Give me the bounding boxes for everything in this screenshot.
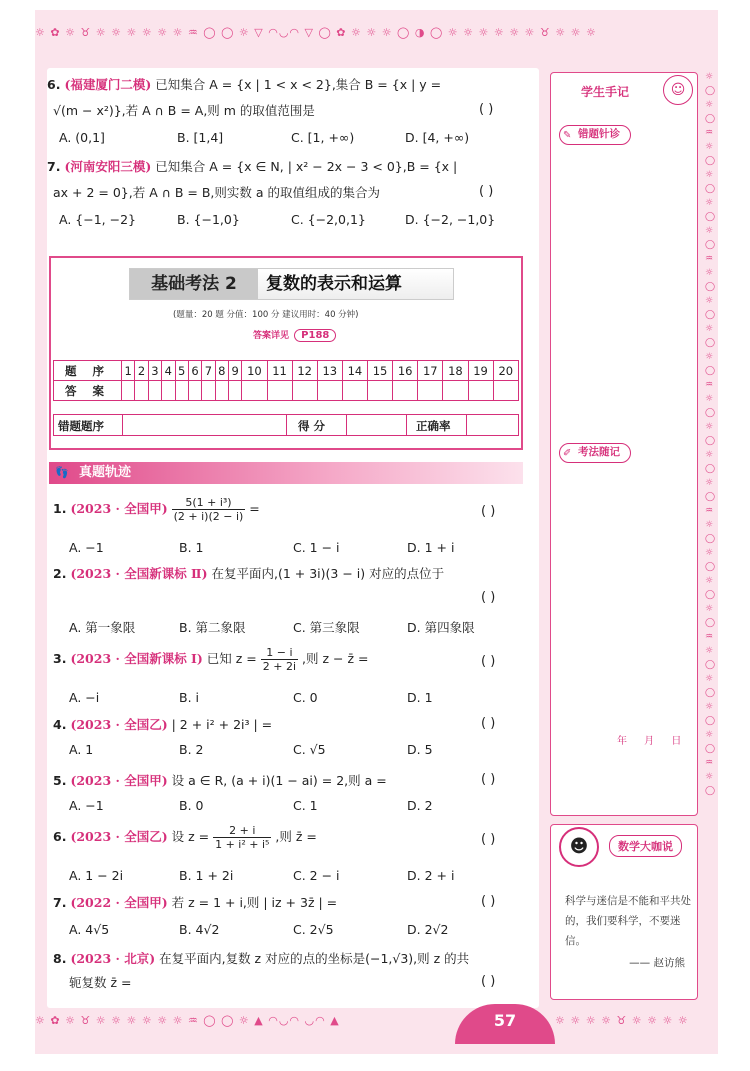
answer-cell[interactable] (493, 381, 518, 401)
question-text: ,则 z̄ = (275, 829, 317, 844)
question-number: 5. (53, 773, 67, 788)
option-c: C. [1, +∞) (291, 130, 355, 145)
answer-cell[interactable] (468, 381, 493, 401)
grid-num: 6 (188, 361, 201, 381)
answer-cell[interactable] (443, 381, 468, 401)
option-c: C. 1 (293, 798, 318, 813)
grid-head-answer: 答 案 (54, 381, 122, 401)
option-a: A. 1 (69, 742, 94, 757)
answer-cell[interactable] (342, 381, 367, 401)
option-c: C. {−2,0,1} (291, 212, 366, 227)
question-7 (53, 894, 337, 912)
question-number: 7. (47, 159, 61, 174)
answer-cell[interactable] (175, 381, 188, 401)
question-source: (2022 · 全国甲) (70, 895, 168, 910)
answer-cell[interactable] (135, 381, 148, 401)
grid-num: 10 (242, 361, 267, 381)
answer-cell[interactable] (368, 381, 393, 401)
section-title: 复数的表示和运算 (266, 274, 402, 294)
option-b: B. {−1,0} (177, 212, 240, 227)
bottom-decoration-border-right: ☼ ☼ ☼ ☼ ♉ ☼ ☼ ☼ ☼ (555, 1014, 689, 1027)
answer-cell[interactable] (267, 381, 292, 401)
footprints-icon: 👣 (55, 466, 69, 479)
scientist-portrait-icon: ☻ (559, 827, 599, 867)
question-7a-line2: ax + 2 = 0},若 A ∩ B = B,则实数 a 的取值组成的集合为 (53, 185, 381, 200)
fraction (172, 496, 246, 523)
answer-cell[interactable] (317, 381, 342, 401)
option-b: B. [1,4] (177, 130, 224, 145)
question-text: 设 a ∈ R, (a + i)(1 − ai) = 2,则 a = (171, 773, 387, 788)
question-text: 已知集合 A = {x ∈ N, | x² − 2x − 3 < 0},B = {x | (155, 159, 458, 174)
fraction-numerator: 1 − i (261, 646, 298, 660)
fraction (213, 824, 271, 851)
top-decoration-border: ☼ ✿ ☼ ♉ ☼ ☼ ☼ ☼ ☼ ☼ ♒ ◯ ◯ ☼ ▽ ◠◡◠ ▽ ◯ ✿ ☼ ☼ ☼ ◯ ◑ ◯ ☼ ☼ ☼ ☼ ☼ ☼ ♉ ☼ ☼ ☼ (35, 26, 597, 39)
option-d: D. 第四象限 (407, 620, 475, 635)
grid-head-order: 题 序 (54, 361, 122, 381)
question-number: 1. (53, 501, 67, 516)
grid-num: 8 (215, 361, 228, 381)
answer-paren: ( ) (481, 772, 496, 787)
question-number: 2. (53, 566, 67, 581)
grid-row-numbers (54, 361, 519, 381)
answer-paren: ( ) (481, 716, 496, 731)
option-d: D. 2√2 (407, 922, 449, 937)
grid-num: 2 (135, 361, 148, 381)
page (35, 10, 718, 1054)
option-b: B. 第二象限 (179, 620, 246, 635)
math-master-quote-panel (550, 824, 698, 1000)
fraction-denominator: 2 + 2i (262, 660, 297, 673)
grid-num: 4 (162, 361, 175, 381)
question-2 (53, 565, 444, 583)
question-source: (福建厦门二模) (64, 77, 152, 92)
quote-title: 数学大咖说 (609, 835, 682, 857)
option-b: B. 1 + 2i (179, 868, 234, 883)
grid-num: 15 (368, 361, 393, 381)
section-title-band (129, 268, 454, 300)
grid-num: 16 (393, 361, 418, 381)
question-number: 7. (53, 895, 67, 910)
option-d: D. {−2, −1,0} (405, 212, 496, 227)
question-text: 在复平面内,复数 z 对应的点的坐标是(−1,√3),则 z 的共 (159, 951, 470, 966)
grid-num: 18 (443, 361, 468, 381)
real-exam-track-bar (49, 462, 523, 484)
option-a: A. 第一象限 (69, 620, 136, 635)
option-c: C. 0 (293, 690, 318, 705)
question-text: 已知 z = (206, 651, 261, 666)
grid-num: 9 (229, 361, 242, 381)
question-source: (河南安阳三模) (64, 159, 152, 174)
student-notes-panel (550, 72, 698, 816)
question-number: 6. (53, 829, 67, 844)
question-1 (53, 496, 260, 523)
fraction-denominator: (2 + i)(2 − i) (173, 510, 244, 523)
question-source: (2023 · 全国甲) (70, 501, 168, 516)
question-number: 8. (53, 951, 67, 966)
question-number: 6. (47, 77, 61, 92)
answer-reference (253, 328, 336, 342)
grid-num: 7 (202, 361, 215, 381)
option-a: A. −i (69, 690, 100, 705)
option-b: B. 4√2 (179, 922, 220, 937)
section-label: 基础考法 2 (130, 269, 258, 299)
question-number: 3. (53, 651, 67, 666)
option-d: D. 5 (407, 742, 433, 757)
answer-paren: ( ) (481, 504, 496, 519)
answer-paren: ( ) (479, 184, 494, 199)
question-6a-line2: √(m − x²)},若 A ∩ B = A,则 m 的取值范围是 (53, 103, 315, 118)
divider (346, 415, 347, 435)
option-c: C. 第三象限 (293, 620, 360, 635)
answer-page-badge: P188 (294, 329, 336, 342)
bottom-decoration-border: ☼ ✿ ☼ ♉ ☼ ☼ ☼ ☼ ☼ ☼ ♒ ◯ ◯ ☼ ▲ ◠◡◠ ◡◠ ▲ (35, 1014, 340, 1027)
side-decoration-border: ☼◯☼◯♒☼◯☼◯☼◯☼◯♒☼◯☼◯☼◯☼◯♒☼◯☼◯☼◯☼◯♒☼◯☼◯☼◯☼◯♒☼◯☼◯☼◯☼◯♒☼◯ (705, 72, 715, 796)
option-a: A. (0,1] (59, 130, 105, 145)
divider (406, 415, 407, 435)
fraction-numerator: 2 + i (213, 824, 271, 838)
wrong-diagnosis-tag (559, 125, 631, 145)
question-8-line2: 轭复数 z̄ = (69, 975, 132, 990)
answer-cell[interactable] (162, 381, 175, 401)
page-number: 57 (455, 1004, 555, 1044)
grid-num: 1 (122, 361, 135, 381)
answer-cell[interactable] (202, 381, 215, 401)
option-b: B. 2 (179, 742, 204, 757)
option-a: A. 1 − 2i (69, 868, 124, 883)
answer-cell[interactable] (418, 381, 443, 401)
grid-num: 17 (418, 361, 443, 381)
option-a: A. −1 (69, 540, 104, 555)
pencil-icon: ✐ (563, 448, 572, 459)
section-meta: (题量：20 题 分值：100 分 建议用时：40 分钟) (173, 310, 359, 320)
question-text: 已知集合 A = {x | 1 < x < 2},集合 B = {x | y = (155, 77, 442, 92)
grid-num: 11 (267, 361, 292, 381)
answer-paren: ( ) (479, 102, 494, 117)
grid-num: 19 (468, 361, 493, 381)
tag-label: 考法随记 (578, 446, 620, 458)
option-a: A. 4√5 (69, 922, 110, 937)
grid-num: 5 (175, 361, 188, 381)
answer-cell[interactable] (229, 381, 242, 401)
grid-num: 12 (292, 361, 317, 381)
answer-cell[interactable] (242, 381, 267, 401)
option-c: C. 2 − i (293, 868, 340, 883)
question-6 (53, 824, 317, 851)
question-text: ,则 z − z̄ = (302, 651, 369, 666)
question-text: | 2 + i² + 2i³ | = (171, 717, 273, 732)
answer-label: 答案详见 (253, 331, 290, 341)
question-6a (47, 76, 441, 94)
notes-title: 学生手记 (581, 85, 630, 99)
method-notes-tag (559, 443, 631, 463)
answer-paren: ( ) (481, 974, 496, 989)
quote-text: 科学与迷信是不能和平共处的，我们要科学，不要迷信。 (565, 895, 691, 947)
question-source: (2023 · 北京) (70, 951, 156, 966)
option-b: B. 0 (179, 798, 204, 813)
date-line: 年 月 日 (617, 736, 682, 747)
fraction-denominator: 1 + i² + i⁵ (215, 838, 270, 851)
fraction (261, 646, 298, 673)
option-a: A. −1 (69, 798, 104, 813)
grid-num: 14 (342, 361, 367, 381)
rate-label: 正确率 (416, 419, 451, 433)
quote-author: —— 赵访熊 (629, 957, 685, 969)
question-7a (47, 158, 457, 176)
answer-paren: ( ) (481, 654, 496, 669)
option-c: C. √5 (293, 742, 326, 757)
answer-paren: ( ) (481, 590, 496, 605)
answer-paren: ( ) (481, 894, 496, 909)
question-source: (2023 · 全国乙) (70, 829, 168, 844)
question-8 (53, 950, 469, 968)
option-d: D. 2 + i (407, 868, 455, 883)
wrong-order-label: 错题题序 (58, 419, 104, 433)
option-a: A. {−1, −2} (59, 212, 136, 227)
grid-row-answers (54, 381, 519, 401)
pen-icon: ✎ (563, 130, 572, 141)
grid-num: 13 (317, 361, 342, 381)
option-b: B. i (179, 690, 199, 705)
grid-footer-row (53, 414, 519, 436)
answer-cell[interactable] (393, 381, 418, 401)
answer-grid (53, 360, 519, 401)
divider (286, 415, 287, 435)
student-face-icon: ☺ (663, 75, 693, 105)
question-source: (2023 · 全国甲) (70, 773, 168, 788)
option-b: B. 1 (179, 540, 204, 555)
question-3 (53, 646, 368, 673)
fraction-numerator: 5(1 + i³) (172, 496, 246, 510)
question-text: 设 z = (171, 829, 214, 844)
divider (466, 415, 467, 435)
grid-num: 20 (493, 361, 518, 381)
answer-cell[interactable] (215, 381, 228, 401)
question-text: 在复平面内,(1 + 3i)(3 − i) 对应的点位于 (211, 566, 445, 581)
tag-label: 错题针诊 (578, 128, 620, 140)
divider (122, 415, 123, 435)
option-d: D. 1 + i (407, 540, 455, 555)
question-text: 若 z = 1 + i,则 | iz + 3z̄ | = (171, 895, 338, 910)
grid-num: 3 (148, 361, 161, 381)
question-4 (53, 716, 272, 734)
question-text: = (249, 501, 260, 516)
option-d: D. 1 (407, 690, 433, 705)
answer-paren: ( ) (481, 832, 496, 847)
question-number: 4. (53, 717, 67, 732)
option-c: C. 1 − i (293, 540, 340, 555)
answer-cell[interactable] (188, 381, 201, 401)
answer-cell[interactable] (148, 381, 161, 401)
question-source: (2023 · 全国新课标 Ⅱ) (70, 566, 208, 581)
answer-cell[interactable] (292, 381, 317, 401)
option-d: D. 2 (407, 798, 433, 813)
answer-cell[interactable] (122, 381, 135, 401)
option-d: D. [4, +∞) (405, 130, 470, 145)
score-label: 得 分 (298, 419, 326, 433)
question-5 (53, 772, 387, 790)
question-source: (2023 · 全国新课标 Ⅰ) (70, 651, 203, 666)
option-c: C. 2√5 (293, 922, 334, 937)
question-source: (2023 · 全国乙) (70, 717, 168, 732)
real-exam-track-label: 真题轨迹 (79, 465, 132, 480)
main-content (47, 68, 539, 1008)
